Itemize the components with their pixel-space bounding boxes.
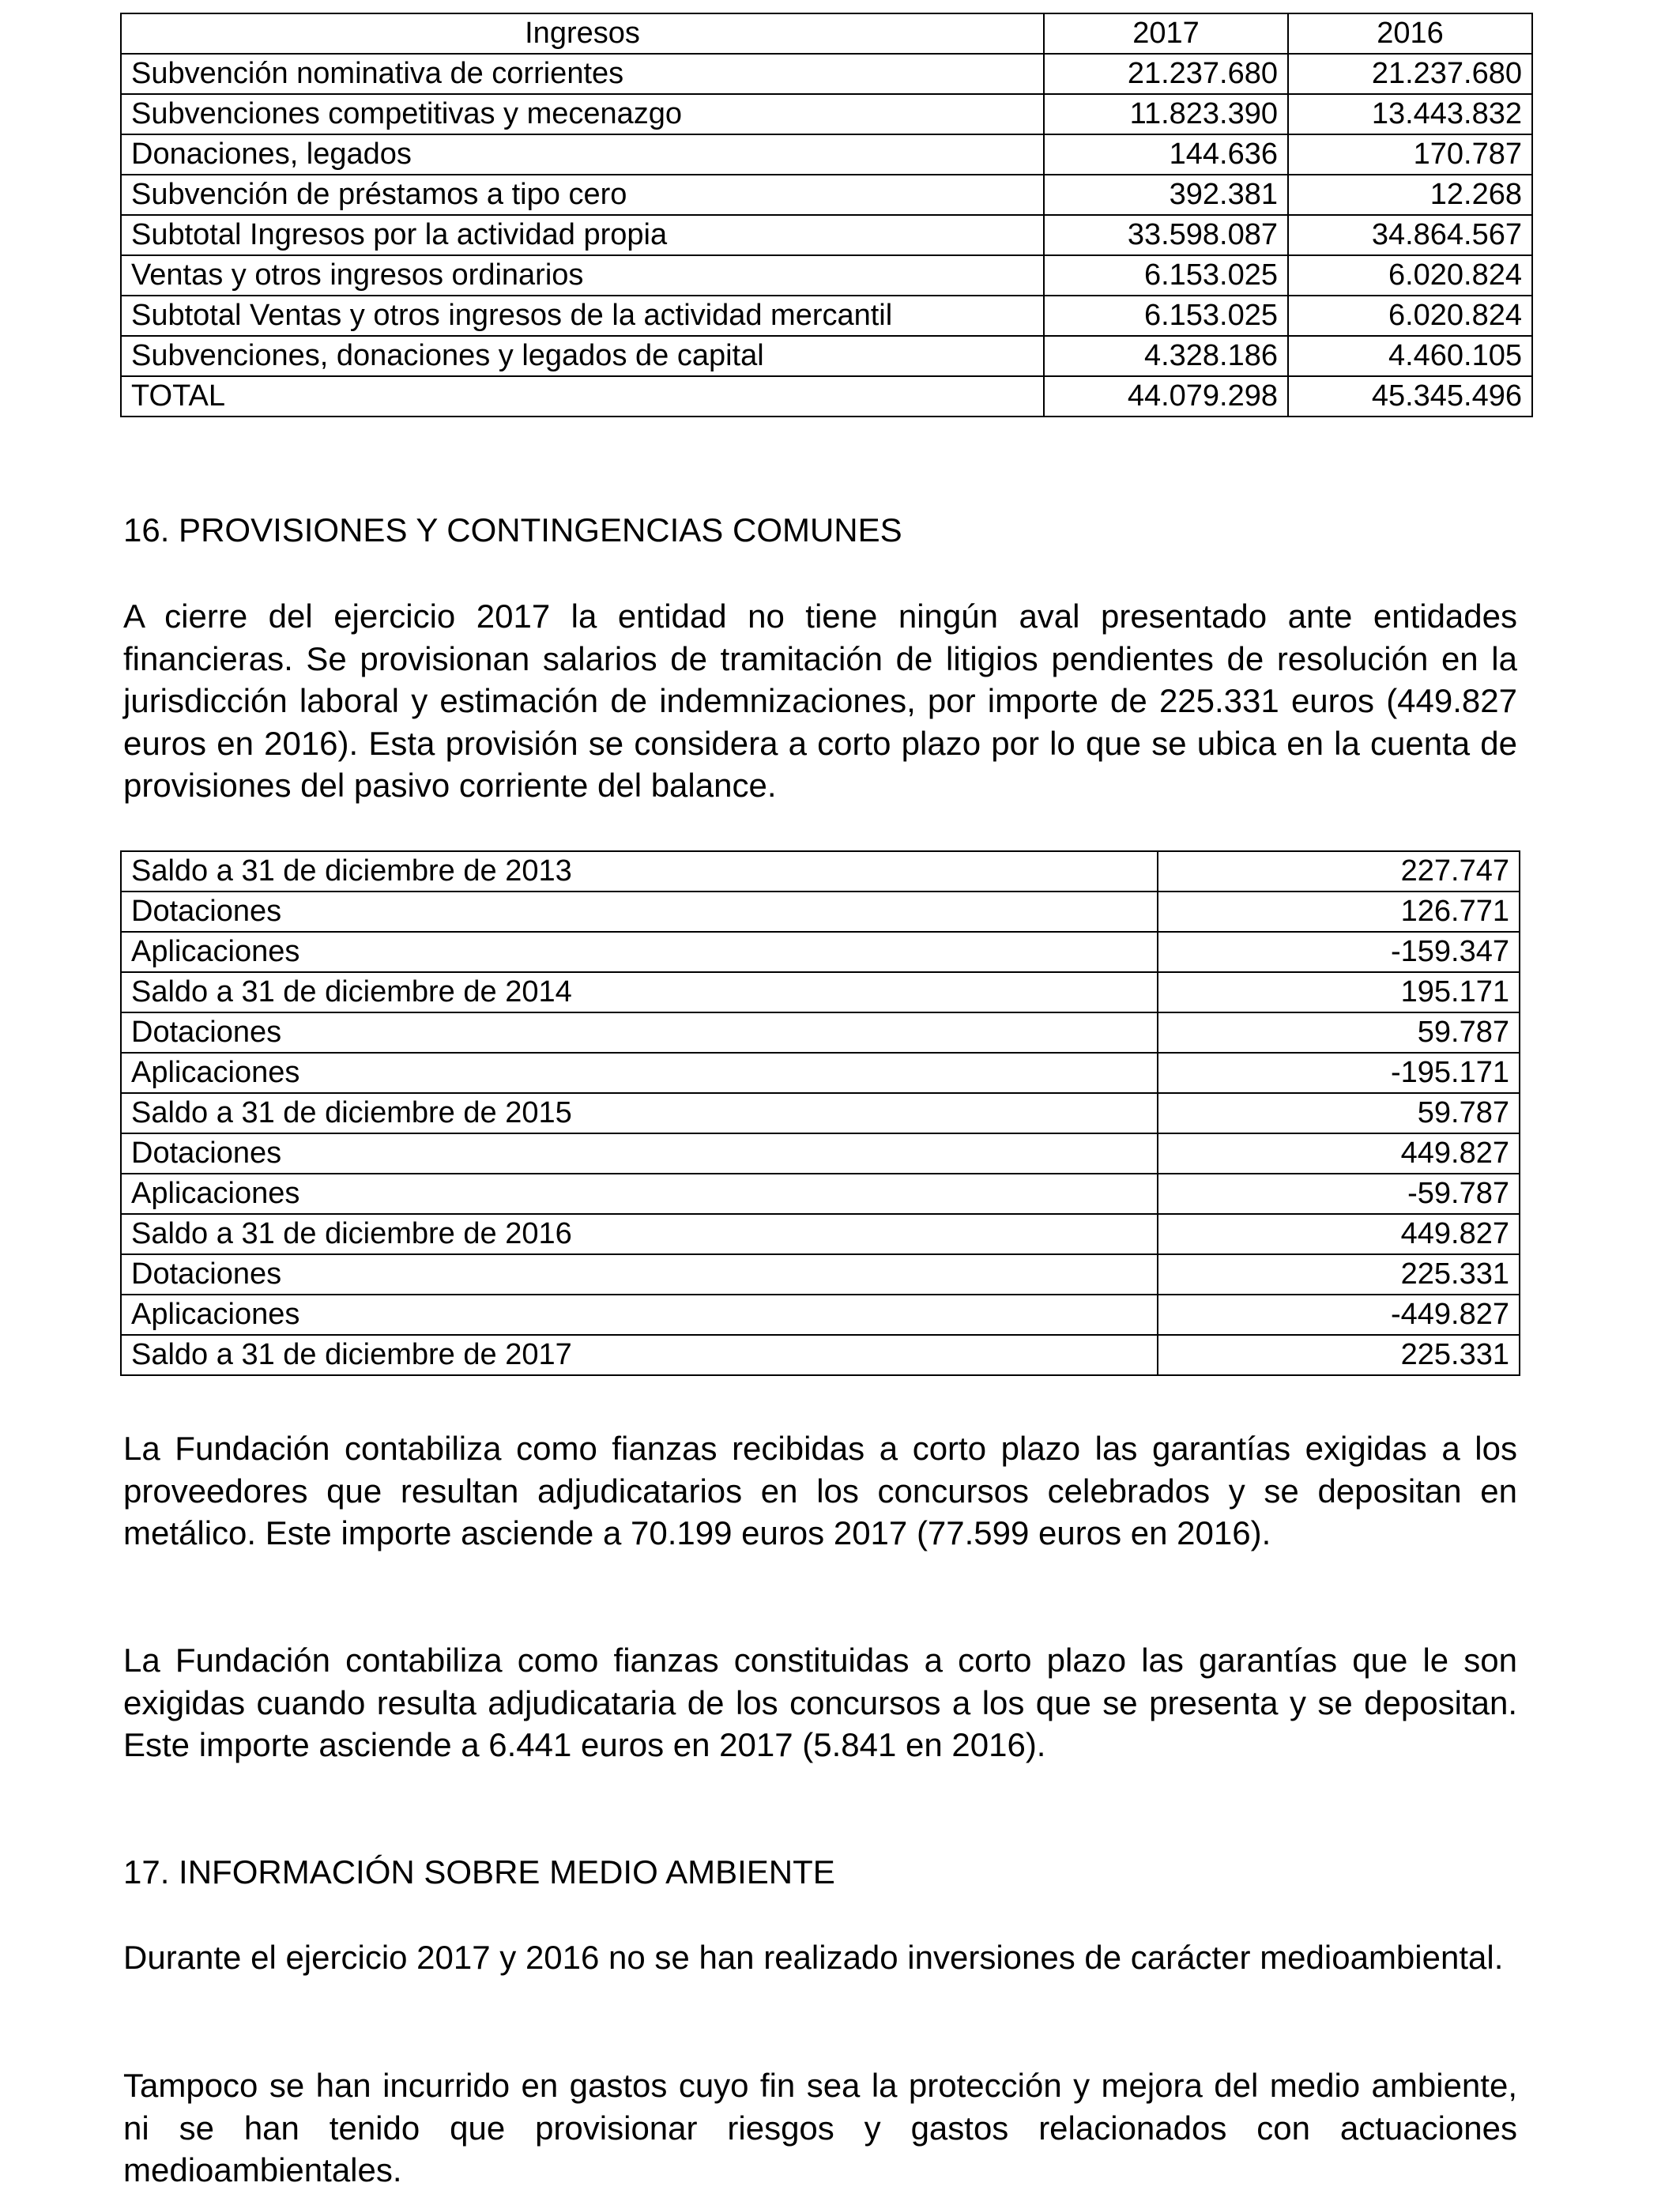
income-concept-cell: Ventas y otros ingresos ordinarios [121, 255, 1044, 296]
provision-amount-cell: -59.787 [1158, 1174, 1520, 1214]
section-16-paragraph: A cierre del ejercicio 2017 la entidad no tiene ningún aval presentado ante entidades financieras. Se provisionan salarios de tramitación de litigios pendientes de resolución en la jurisdicción laboral y estimación de indemnizaciones, por importe de 225.331 euros (449.827 euros en 2016). Esta provisión se considera a corto plazo por lo que se ubica en la cuenta de provisiones del pasivo corriente del balance. [123, 598, 1517, 804]
header-2017: 2017 [1044, 13, 1288, 54]
provision-concept-cell: Dotaciones [121, 892, 1158, 932]
provision-concept-cell: Saldo a 31 de diciembre de 2013 [121, 851, 1158, 892]
fianzas-constituidas-block [123, 1639, 1517, 1766]
income-table-row [121, 215, 1532, 255]
provisions-table-row [121, 1295, 1520, 1335]
provision-concept-cell: Aplicaciones [121, 932, 1158, 972]
income-2016-cell: 6.020.824 [1288, 255, 1532, 296]
header-2016: 2016 [1288, 13, 1532, 54]
income-2016-cell: 12.268 [1288, 175, 1532, 215]
income-table-row [121, 54, 1532, 94]
section-17-paragraph2-block [123, 2064, 1517, 2192]
income-concept-cell: TOTAL [121, 376, 1044, 417]
provision-concept-cell: Dotaciones [121, 1133, 1158, 1174]
provision-amount-cell: 449.827 [1158, 1133, 1520, 1174]
income-concept-cell: Subvención nominativa de corrientes [121, 54, 1044, 94]
income-2016-cell: 13.443.832 [1288, 94, 1532, 134]
fianzas-recibidas-paragraph: La Fundación contabiliza como fianzas recibidas a corto plazo las garantías exigidas a los proveedores que resultan adjudicatarios en los concursos celebrados y se depositan en metálico. Este importe asciende a 70.199 euros 2017 (77.599 euros en 2016). [123, 1430, 1517, 1551]
income-2016-cell: 170.787 [1288, 134, 1532, 175]
header-ingresos: Ingresos [121, 13, 1044, 54]
income-2017-cell: 44.079.298 [1044, 376, 1288, 417]
income-table-row [121, 94, 1532, 134]
income-concept-cell: Subvenciones, donaciones y legados de capital [121, 336, 1044, 376]
provisions-table-row [121, 1174, 1520, 1214]
provision-amount-cell: 126.771 [1158, 892, 1520, 932]
fianzas-constituidas-paragraph: La Fundación contabiliza como fianzas constituidas a corto plazo las garantías que le son exigidas cuando resulta adjudicataria de los concursos a los que se presenta y se depositan. Este importe asciende a 6.441 euros en 2017 (5.841 en 2016). [123, 1642, 1517, 1763]
income-concept-cell: Donaciones, legados [121, 134, 1044, 175]
provision-concept-cell: Dotaciones [121, 1012, 1158, 1053]
provisions-table-row [121, 1133, 1520, 1174]
provisions-table-row [121, 1012, 1520, 1053]
income-2017-cell: 4.328.186 [1044, 336, 1288, 376]
income-table-row [121, 175, 1532, 215]
income-2017-cell: 33.598.087 [1044, 215, 1288, 255]
provisions-table-row [121, 851, 1520, 892]
provisions-table-row [121, 972, 1520, 1012]
income-concept-cell: Subvención de préstamos a tipo cero [121, 175, 1044, 215]
provision-amount-cell: 59.787 [1158, 1012, 1520, 1053]
income-concept-cell: Subtotal Ventas y otros ingresos de la actividad mercantil [121, 296, 1044, 336]
provision-amount-cell: -195.171 [1158, 1053, 1520, 1093]
provisions-table-row [121, 1093, 1520, 1133]
section-16-paragraph-block [123, 595, 1517, 807]
income-2017-cell: 11.823.390 [1044, 94, 1288, 134]
income-2017-cell: 21.237.680 [1044, 54, 1288, 94]
income-table [120, 13, 1533, 417]
income-table-body [121, 13, 1532, 417]
income-2017-cell: 392.381 [1044, 175, 1288, 215]
income-2016-cell: 45.345.496 [1288, 376, 1532, 417]
provisions-table-body [121, 851, 1520, 1375]
income-table-header [121, 13, 1532, 54]
provision-concept-cell: Saldo a 31 de diciembre de 2014 [121, 972, 1158, 1012]
income-2016-cell: 21.237.680 [1288, 54, 1532, 94]
provisions-table [120, 850, 1520, 1376]
provision-amount-cell: 225.331 [1158, 1254, 1520, 1295]
income-2016-cell: 6.020.824 [1288, 296, 1532, 336]
provision-concept-cell: Aplicaciones [121, 1295, 1158, 1335]
income-2017-cell: 144.636 [1044, 134, 1288, 175]
income-concept-cell: Subvenciones competitivas y mecenazgo [121, 94, 1044, 134]
provision-concept-cell: Dotaciones [121, 1254, 1158, 1295]
section-17-paragraph1-block [123, 1936, 1517, 1979]
income-2017-cell: 6.153.025 [1044, 255, 1288, 296]
provision-concept-cell: Aplicaciones [121, 1174, 1158, 1214]
provisions-table-row [121, 1053, 1520, 1093]
income-2016-cell: 4.460.105 [1288, 336, 1532, 376]
provision-amount-cell: 227.747 [1158, 851, 1520, 892]
provision-amount-cell: -449.827 [1158, 1295, 1520, 1335]
income-2017-cell: 6.153.025 [1044, 296, 1288, 336]
provision-amount-cell: 195.171 [1158, 972, 1520, 1012]
section-17-paragraph2: Tampoco se han incurrido en gastos cuyo fin sea la protección y mejora del medio ambiente, ni se han tenido que provisionar riesgos y gastos relacionados con actuaciones medioambientales. [123, 2067, 1517, 2188]
section-16-heading: 16. PROVISIONES Y CONTINGENCIAS COMUNES [123, 511, 902, 548]
income-2016-cell: 34.864.567 [1288, 215, 1532, 255]
fianzas-recibidas-block [123, 1427, 1517, 1555]
income-table-row [121, 376, 1532, 417]
provisions-table-row [121, 1214, 1520, 1254]
provision-amount-cell: 449.827 [1158, 1214, 1520, 1254]
provision-concept-cell: Saldo a 31 de diciembre de 2017 [121, 1335, 1158, 1375]
income-concept-cell: Subtotal Ingresos por la actividad propia [121, 215, 1044, 255]
section-17-paragraph1: Durante el ejercicio 2017 y 2016 no se han realizado inversiones de carácter medioambiental. [123, 1939, 1504, 1976]
provisions-table-row [121, 1335, 1520, 1375]
provisions-table-row [121, 892, 1520, 932]
provisions-table-row [121, 932, 1520, 972]
section-17-heading: 17. INFORMACIÓN SOBRE MEDIO AMBIENTE [123, 1853, 835, 1891]
provisions-table-row [121, 1254, 1520, 1295]
provision-amount-cell: 59.787 [1158, 1093, 1520, 1133]
income-table-row [121, 134, 1532, 175]
income-table-row [121, 296, 1532, 336]
provision-concept-cell: Saldo a 31 de diciembre de 2015 [121, 1093, 1158, 1133]
provision-amount-cell: 225.331 [1158, 1335, 1520, 1375]
provision-concept-cell: Saldo a 31 de diciembre de 2016 [121, 1214, 1158, 1254]
provision-concept-cell: Aplicaciones [121, 1053, 1158, 1093]
income-table-row [121, 336, 1532, 376]
provision-amount-cell: -159.347 [1158, 932, 1520, 972]
income-table-row [121, 255, 1532, 296]
